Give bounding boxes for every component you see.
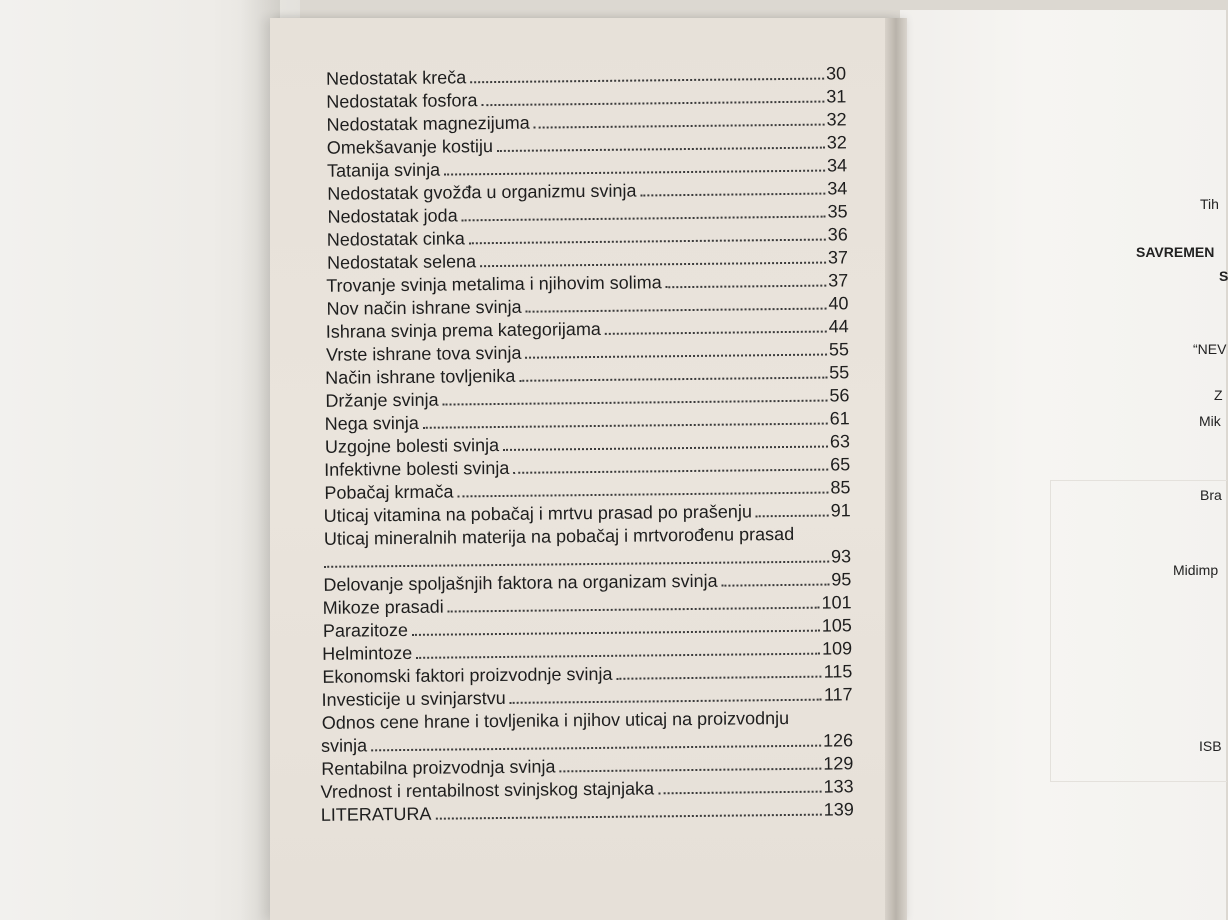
right-page: [900, 10, 1226, 920]
toc-page-number: 65: [830, 454, 851, 475]
right-page-fragment-midimp: Midimp: [1173, 562, 1219, 578]
toc-entry-title: Uzgojne bolesti svinja: [324, 434, 500, 457]
toc-leader-dots: [513, 455, 828, 474]
toc-entry-title: Delovanje spoljašnjih faktora na organizam svinja: [323, 570, 718, 595]
toc-leader-dots: [371, 731, 821, 752]
toc-entry-title: Nedostatak selena: [326, 251, 477, 273]
toc-leader-dots: [722, 570, 830, 587]
toc-page-number: 55: [828, 339, 850, 360]
toc-leader-dots: [435, 800, 821, 820]
toc-page-number: 32: [826, 132, 847, 153]
right-page-fragment-mik: Mik: [1199, 413, 1221, 429]
toc-page-number: 34: [826, 155, 848, 176]
toc-leader-dots: [756, 501, 829, 518]
toc-entry-title: Držanje svinja: [325, 389, 439, 411]
toc-leader-dots: [503, 432, 828, 451]
toc-leader-dots: [470, 64, 824, 84]
toc-entry-title: Nedostatak fosfora: [326, 90, 478, 112]
toc-entry-title: LITERATURA: [320, 803, 432, 825]
toc-page-number: 55: [829, 362, 850, 383]
toc-page-number: 36: [827, 224, 848, 245]
toc-page-number: 139: [823, 799, 854, 820]
toc-entry-title: Vrste ishrane tova svinja: [325, 342, 522, 365]
toc-page-number: 93: [831, 546, 852, 567]
right-page-fragment-z: Z: [1214, 387, 1223, 403]
right-page-fragment-savremen: SAVREMEN: [1136, 244, 1215, 260]
toc-leader-dots: [442, 386, 827, 406]
toc-entry-title: Način ishrane tovljenika: [325, 365, 516, 388]
toc-leader-dots: [480, 248, 826, 268]
toc-leader-dots: [525, 340, 827, 359]
toc-page-number: 105: [821, 615, 852, 636]
toc-leader-dots: [605, 317, 827, 335]
toc-leader-dots: [658, 777, 822, 795]
toc-entry-title: Odnos cene hrane i tovljenika i njihov uticaj na proizvodnju: [321, 707, 790, 733]
toc-page-number: 31: [826, 86, 847, 107]
toc-leader-dots: [448, 593, 820, 613]
toc-leader-dots: [416, 639, 820, 659]
toc-leader-dots: [462, 202, 826, 222]
toc-entry-title: Investicije u svinjarstvu: [321, 687, 506, 710]
toc-entry-title: Nedostatak gvožđa u organizmu svinja: [327, 180, 637, 204]
toc-entry-title: Omekšavanje kostiju: [326, 136, 494, 158]
toc-page-number: 133: [823, 776, 854, 797]
toc-page-number: 129: [823, 753, 854, 774]
toc-page-number: 101: [821, 592, 852, 613]
toc-leader-dots: [444, 156, 825, 176]
toc-leader-dots: [666, 271, 827, 289]
toc-entry-title: Nov način ishrane svinja: [326, 296, 522, 319]
toc-entry-title: Nedostatak magnezijuma: [326, 112, 530, 135]
toc-leader-dots: [510, 685, 822, 704]
toc-leader-dots: [457, 478, 828, 498]
toc-page-number: 85: [830, 477, 851, 498]
toc-entry-title: Trovanje svinja metalima i njihovim solima: [326, 272, 662, 296]
toc-page-number: 115: [823, 661, 853, 682]
toc-page-number: 109: [821, 638, 853, 659]
toc-leader-dots: [519, 363, 827, 382]
toc-page-number: 95: [831, 569, 852, 590]
toc-entry-title: Parazitoze: [322, 619, 409, 641]
toc-leader-dots: [423, 409, 828, 429]
right-page-fragment-nev: “NEV: [1193, 341, 1227, 357]
right-page-fragment-tih: Tih: [1200, 196, 1219, 212]
toc-entry-title: Nega svinja: [324, 412, 419, 434]
toc-entry-title: Mikoze prasadi: [322, 596, 444, 618]
toc-page-number: 126: [822, 730, 854, 751]
toc-leader-dots: [640, 179, 825, 197]
toc-page-number: 37: [827, 247, 849, 268]
toc-leader-dots: [469, 225, 826, 245]
toc-entry-title: Uticaj vitamina na pobačaj i mrtvu prasad po prašenju: [323, 501, 753, 526]
right-page-frame: [1050, 480, 1227, 782]
toc-entry-title: Ekonomski faktori proizvodnje svinja: [322, 663, 613, 687]
toc-page-number: 30: [825, 63, 847, 84]
toc-leader-dots: [497, 133, 825, 152]
toc-leader-dots: [481, 87, 824, 107]
toc-entry-title: Tatanija svinja: [326, 159, 441, 181]
right-page-fragment-s: S: [1219, 268, 1228, 284]
toc-entry-title: Nedostatak kreča: [326, 67, 467, 89]
toc-page-number: 91: [830, 500, 851, 521]
toc-entry-title: Vrednost i rentabilnost svinjskog stajnjaka: [320, 778, 655, 802]
toc-page-number: 37: [828, 270, 849, 291]
toc-page-number: 34: [827, 178, 848, 199]
toc-page-number: 44: [828, 316, 849, 337]
right-page-fragment-isb: ISB: [1199, 738, 1222, 754]
toc-page-number: 35: [827, 201, 848, 222]
toc-page-number: 32: [826, 109, 847, 130]
toc-page-number: 117: [823, 684, 853, 705]
toc-entry-title: Helmintoze: [322, 642, 413, 664]
toc-page-number: 56: [829, 385, 850, 406]
toc-page-number: 61: [829, 408, 850, 429]
toc-entry-title: Ishrana svinja prema kategorijama: [325, 318, 601, 342]
toc-page-number: 63: [829, 431, 851, 452]
toc-leader-dots: [616, 662, 821, 680]
toc-leader-dots: [526, 294, 827, 313]
toc-entry-title: Uticaj mineralnih materija na pobačaj i mrtvorođenu prasad: [323, 523, 795, 549]
toc-page-number: 40: [828, 293, 849, 314]
toc-entry-title: Nedostatak cinka: [326, 228, 465, 250]
toc-entry-title: Infektivne bolesti svinja: [324, 457, 510, 480]
toc-entry-title: Nedostatak joda: [327, 205, 458, 227]
toc-entry-title: svinja: [320, 735, 368, 756]
toc-leader-dots: [534, 110, 825, 129]
table-of-contents: [306, 62, 854, 827]
book-gutter: [885, 18, 907, 920]
toc-entry-title: Rentabilna proizvodnja svinja: [321, 756, 556, 779]
toc-entry-title: Pobačaj krmača: [324, 481, 454, 503]
right-page-fragment-bra: Bra: [1200, 487, 1222, 503]
toc-leader-dots: [412, 616, 820, 636]
toc-leader-dots: [559, 754, 821, 773]
